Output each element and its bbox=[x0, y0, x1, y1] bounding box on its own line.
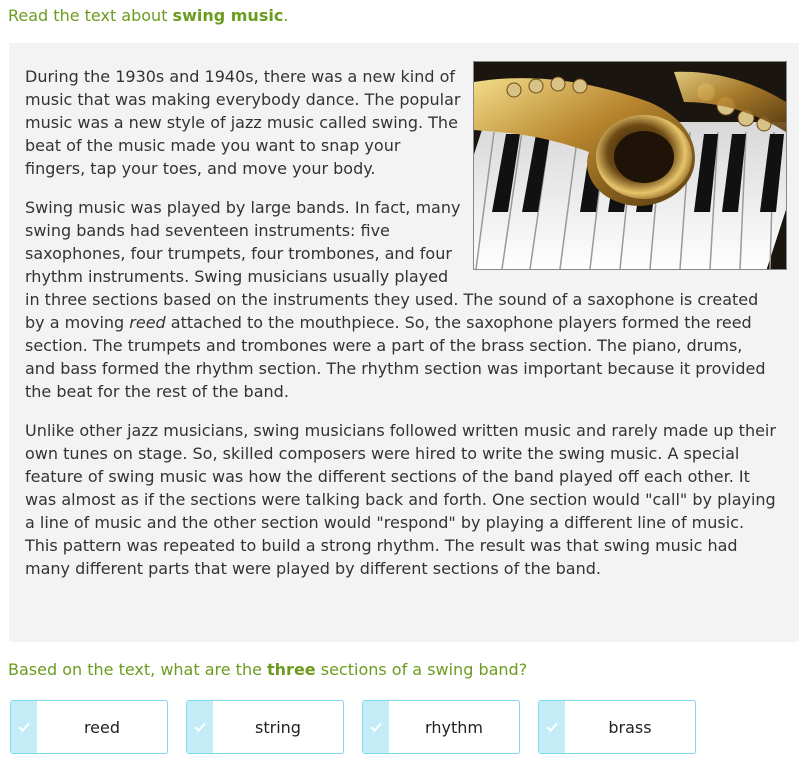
saxophone-piano-illustration bbox=[474, 62, 786, 269]
instruction-suffix: . bbox=[283, 6, 289, 25]
question-emphasis: three bbox=[267, 660, 316, 679]
instruction-prefix: Read the text about bbox=[8, 6, 173, 25]
passage-paragraph-3: Unlike other jazz musicians, swing musicians followed written music and rarely made up their own tunes on stage. So, skilled composers were hired to write the swing music. A special feature of swing music was how the different sections of the band played off each other. It was almost as if the sections were talking back and forth. One section would "call" by playing a line of music and the other section would "respond" by playing a different line of music. This pattern was repeated to build a strong rhythm. The result was that swing music had many different parts that were played by different sections of the band. bbox=[25, 421, 776, 578]
choice-reed[interactable] bbox=[10, 700, 168, 754]
reed-term: reed bbox=[129, 313, 166, 332]
question-prefix: Based on the text, what are the bbox=[8, 660, 268, 679]
reading-passage bbox=[9, 43, 799, 642]
choice-brass[interactable] bbox=[538, 700, 696, 754]
checkmark-icon bbox=[187, 701, 213, 753]
saxophone-piano-photo bbox=[473, 61, 787, 270]
instruction-text bbox=[8, 5, 288, 27]
choice-label: rhythm bbox=[425, 717, 483, 737]
passage-paragraph-1: During the 1930s and 1940s, there was a new kind of music that was making everybody dance. The popular music was a new style of jazz music called swing. The beat of the music made you want to snap your fingers, tap your toes, and move your body. bbox=[25, 67, 461, 178]
choice-label: reed bbox=[83, 717, 121, 737]
checkmark-icon bbox=[11, 701, 37, 753]
choice-label: string bbox=[255, 717, 301, 737]
checkmark-icon bbox=[539, 701, 565, 753]
choice-label: brass bbox=[608, 717, 652, 737]
paragraph-2-part-a: Swing music was played by large bands. In fact, many swing bands had seventeen instruments: five saxophones, four trumpets, four trombones, and four rhythm instruments. Swing musicians usually played in three sections based on the instruments they used. The sound of a saxophone is created by a moving bbox=[25, 198, 759, 332]
checkmark-icon bbox=[363, 701, 389, 753]
paragraph-2-part-b: attached to the mouthpiece. So, the saxophone players formed the reed section. The trumpets and trombones were a part of the brass section. The piano, drums, and bass formed the rhythm section. The rhythm section was important because it provided the beat for the rest of the band. bbox=[25, 313, 766, 401]
question-suffix: sections of a swing band? bbox=[315, 660, 528, 679]
choice-rhythm[interactable] bbox=[362, 700, 520, 754]
question-prompt bbox=[8, 659, 527, 681]
choice-string[interactable] bbox=[186, 700, 344, 754]
instruction-topic: swing music bbox=[172, 6, 284, 25]
